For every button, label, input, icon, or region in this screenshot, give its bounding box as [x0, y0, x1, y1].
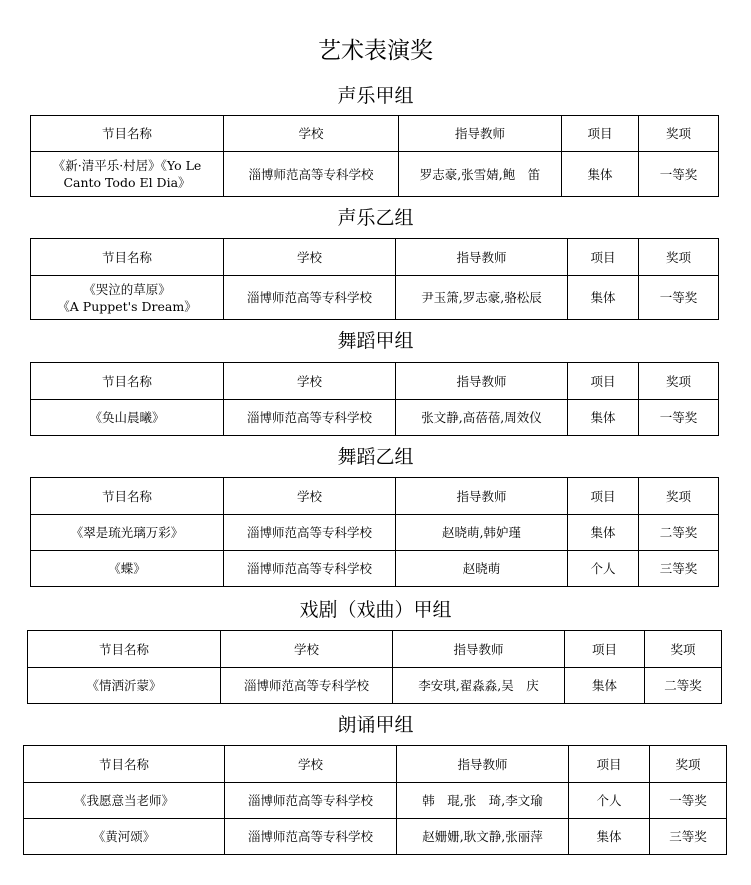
header-teacher: 指导教师 — [396, 239, 568, 276]
category-cell: 集体 — [562, 152, 639, 197]
header-award: 奖项 — [650, 746, 727, 783]
category-cell: 个人 — [568, 551, 639, 587]
teacher-cell: 赵姗姗,耿文静,张丽萍 — [397, 819, 569, 855]
header-program: 节目名称 — [24, 746, 225, 783]
school-cell: 淄博师范高等专科学校 — [221, 668, 393, 704]
category-cell: 个人 — [569, 783, 650, 819]
award-cell: 二等奖 — [639, 515, 719, 551]
table-row — [31, 400, 719, 436]
header-program: 节目名称 — [31, 363, 224, 400]
teacher-cell: 李安琪,翟淼淼,吴 庆 — [393, 668, 565, 704]
table-row — [31, 152, 719, 197]
header-teacher: 指导教师 — [399, 116, 562, 152]
header-teacher: 指导教师 — [396, 363, 568, 400]
header-school: 学校 — [224, 363, 396, 400]
section-title-drama-a: 戏剧（戏曲）甲组 — [299, 599, 452, 621]
award-cell: 三等奖 — [639, 551, 719, 587]
award-cell: 一等奖 — [650, 783, 727, 819]
award-cell: 三等奖 — [650, 819, 727, 855]
table-header-row — [31, 239, 719, 276]
award-cell: 一等奖 — [639, 152, 719, 197]
program-cell: 《我愿意当老师》 — [24, 783, 225, 819]
category-cell: 集体 — [565, 668, 645, 704]
program-cell: 《情洒沂蒙》 — [28, 668, 221, 704]
teacher-cell: 韩 琨,张 琦,李文瑜 — [397, 783, 569, 819]
header-school: 学校 — [224, 239, 396, 276]
header-teacher: 指导教师 — [393, 631, 565, 668]
header-teacher: 指导教师 — [396, 478, 568, 515]
header-school: 学校 — [221, 631, 393, 668]
section-title-vocal-a: 声乐甲组 — [337, 85, 414, 107]
table-row — [24, 783, 727, 819]
section-title-vocal-b: 声乐乙组 — [337, 207, 414, 229]
table-header-row — [24, 746, 727, 783]
header-program: 节目名称 — [31, 239, 224, 276]
table-header-row — [31, 116, 719, 152]
header-award: 奖项 — [639, 239, 719, 276]
section-title-dance-a: 舞蹈甲组 — [337, 330, 414, 352]
school-cell: 淄博师范高等专科学校 — [224, 276, 396, 320]
header-school: 学校 — [224, 478, 396, 515]
section-title-recitation-a: 朗诵甲组 — [337, 714, 414, 736]
teacher-cell: 赵晓萌,韩妒瑾 — [396, 515, 568, 551]
award-table-vocal-b — [30, 238, 719, 320]
header-category: 项目 — [568, 239, 639, 276]
school-cell: 淄博师范高等专科学校 — [225, 819, 397, 855]
section-title-dance-b: 舞蹈乙组 — [337, 446, 414, 468]
header-award: 奖项 — [645, 631, 722, 668]
table-header-row — [31, 363, 719, 400]
category-cell: 集体 — [568, 276, 639, 320]
program-cell: 《翠是琉光璃万彩》 — [31, 515, 224, 551]
school-cell: 淄博师范高等专科学校 — [224, 515, 396, 551]
header-category: 项目 — [568, 363, 639, 400]
header-program: 节目名称 — [31, 116, 224, 152]
table-row — [24, 819, 727, 855]
award-table-dance-a — [30, 362, 719, 436]
page-title: 艺术表演奖 — [318, 38, 433, 64]
program-cell: 《奂山晨曦》 — [31, 400, 224, 436]
teacher-cell: 赵晓萌 — [396, 551, 568, 587]
school-cell: 淄博师范高等专科学校 — [224, 152, 399, 197]
program-cell: 《黄河颂》 — [24, 819, 225, 855]
program-line: Canto Todo El Dia》 — [63, 175, 191, 190]
table-row — [31, 276, 719, 320]
header-school: 学校 — [224, 116, 399, 152]
header-program: 节目名称 — [28, 631, 221, 668]
school-cell: 淄博师范高等专科学校 — [225, 783, 397, 819]
program-line: 《哭泣的草原》 — [83, 281, 171, 297]
header-teacher: 指导教师 — [397, 746, 569, 783]
program-cell: 《蝶》 — [31, 551, 224, 587]
header-category: 项目 — [565, 631, 645, 668]
award-cell: 一等奖 — [639, 276, 719, 320]
header-category: 项目 — [562, 116, 639, 152]
category-cell: 集体 — [568, 515, 639, 551]
school-cell: 淄博师范高等专科学校 — [224, 551, 396, 587]
teacher-cell: 张文静,高蓓蓓,周效仪 — [396, 400, 568, 436]
table-row — [31, 515, 719, 551]
header-category: 项目 — [569, 746, 650, 783]
table-row — [28, 668, 722, 704]
program-cell — [31, 276, 224, 320]
award-cell: 一等奖 — [639, 400, 719, 436]
award-table-vocal-a — [30, 115, 719, 197]
table-header-row — [28, 631, 722, 668]
award-table-recitation-a — [23, 745, 727, 855]
program-line: 《新·清平乐·村居》《Yo Le — [52, 158, 202, 173]
award-table-drama-a — [27, 630, 722, 704]
header-category: 项目 — [568, 478, 639, 515]
header-program: 节目名称 — [31, 478, 224, 515]
award-cell: 二等奖 — [645, 668, 722, 704]
table-row — [31, 551, 719, 587]
header-award: 奖项 — [639, 363, 719, 400]
table-header-row — [31, 478, 719, 515]
header-award: 奖项 — [639, 116, 719, 152]
program-line: 《A Puppet's Dream》 — [57, 298, 197, 314]
category-cell: 集体 — [569, 819, 650, 855]
program-cell — [31, 152, 224, 197]
teacher-cell: 罗志豪,张雪婧,鲍 笛 — [399, 152, 562, 197]
category-cell: 集体 — [568, 400, 639, 436]
school-cell: 淄博师范高等专科学校 — [224, 400, 396, 436]
award-table-dance-b — [30, 477, 719, 587]
header-award: 奖项 — [639, 478, 719, 515]
teacher-cell: 尹玉箫,罗志豪,骆松辰 — [396, 276, 568, 320]
header-school: 学校 — [225, 746, 397, 783]
